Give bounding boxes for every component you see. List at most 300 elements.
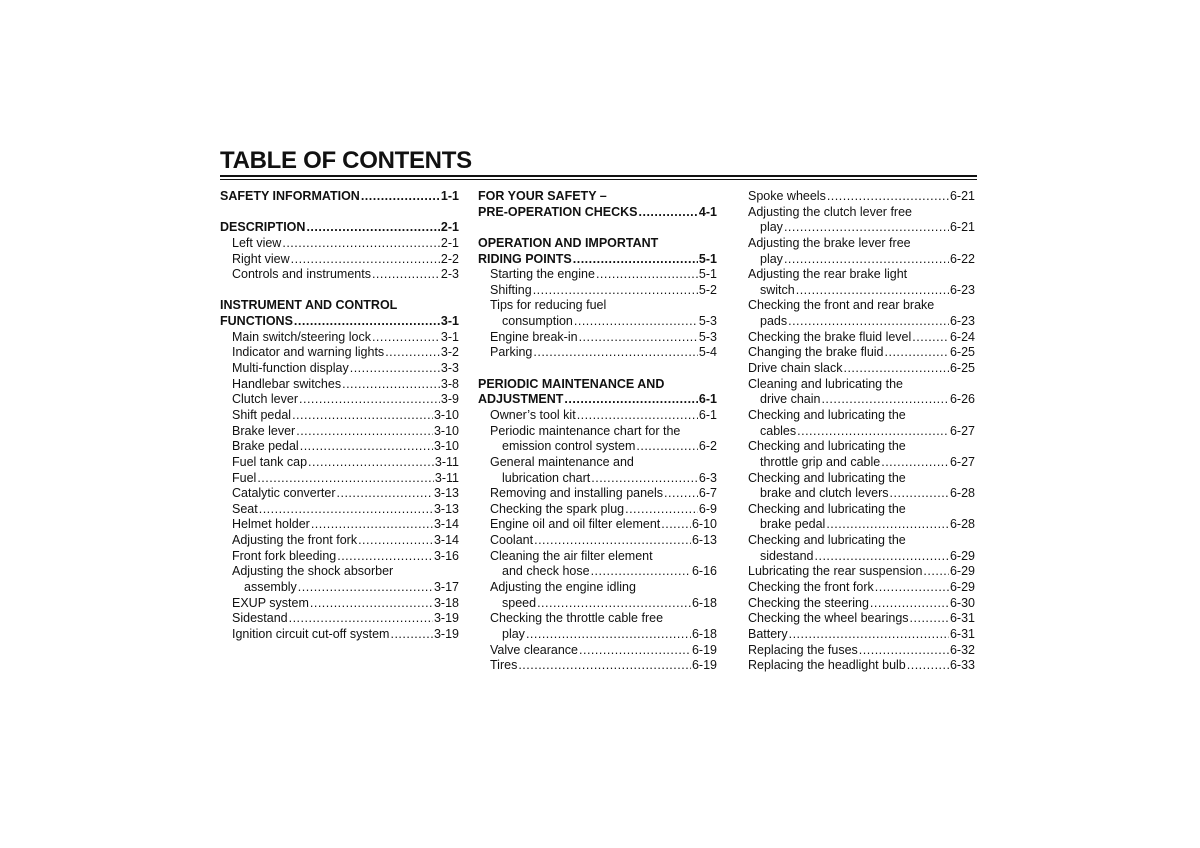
- toc-entry-label: Changing the brake fluid: [748, 345, 884, 360]
- toc-entry[interactable]: [220, 455, 459, 471]
- toc-entry[interactable]: [478, 408, 717, 424]
- toc-column-2: [478, 189, 717, 674]
- dot-leader: [534, 533, 691, 549]
- dot-leader: [350, 361, 440, 377]
- toc-page-number: 6-1: [698, 407, 717, 422]
- toc-entry-label: Battery: [748, 626, 788, 641]
- toc-entry[interactable]: [478, 596, 717, 612]
- toc-entry-label: play: [502, 626, 525, 641]
- toc-entry-label: Adjusting the rear brake light: [748, 267, 908, 282]
- dot-leader: [923, 564, 949, 580]
- dot-leader: [298, 580, 433, 596]
- toc-entry: [748, 502, 975, 518]
- dot-leader: [518, 658, 691, 674]
- toc-section-heading: [478, 189, 717, 205]
- toc-page-number: 3-10: [433, 407, 459, 422]
- toc-page-number: 5-2: [698, 282, 717, 297]
- toc-entry[interactable]: [748, 455, 975, 471]
- toc-page-number: 6-10: [691, 517, 717, 532]
- toc-entry-label: Adjusting the front fork: [232, 533, 358, 548]
- toc-entry-label: SAFETY INFORMATION: [220, 189, 360, 203]
- dot-leader: [664, 486, 698, 502]
- toc-entry[interactable]: [220, 471, 459, 487]
- toc-entry[interactable]: [748, 658, 975, 674]
- toc-entry[interactable]: [478, 564, 717, 580]
- toc-entry: [478, 580, 717, 596]
- dot-leader: [282, 236, 440, 252]
- toc-entry[interactable]: [220, 392, 459, 408]
- toc-page-number: 6-24: [949, 329, 975, 344]
- toc-entry-label: Checking and lubricating the: [748, 439, 906, 454]
- dot-leader: [910, 611, 949, 627]
- toc-entry: [478, 424, 717, 440]
- dot-leader: [577, 408, 698, 424]
- dot-leader: [574, 314, 698, 330]
- toc-entry-label: Replacing the fuses: [748, 642, 858, 657]
- dot-leader: [870, 596, 949, 612]
- toc-page-number: 6-30: [949, 595, 975, 610]
- toc-entry[interactable]: [478, 439, 717, 455]
- toc-entry[interactable]: [748, 580, 975, 596]
- toc-entry-label: Checking and lubricating the: [748, 407, 906, 422]
- toc-entry-label: Cleaning and lubricating the: [748, 376, 903, 391]
- section-spacer: [478, 220, 717, 236]
- toc-entry[interactable]: [220, 580, 459, 596]
- toc-page-number: 6-13: [691, 533, 717, 548]
- toc-page-number: 2-1: [440, 235, 459, 250]
- toc-entry-label: INSTRUMENT AND CONTROL: [220, 298, 398, 313]
- toc-page-number: 3-13: [433, 486, 459, 501]
- toc-page-number: 3-11: [434, 470, 459, 485]
- toc-entry-label: Spoke wheels: [748, 189, 826, 203]
- dot-leader: [796, 283, 949, 299]
- toc-entry-label: Valve clearance: [490, 642, 579, 657]
- toc-entry[interactable]: [748, 549, 975, 565]
- dot-leader: [526, 627, 691, 643]
- toc-entry-label: Checking the front fork: [748, 580, 874, 595]
- toc-page-number: 6-28: [949, 486, 975, 501]
- toc-entry-label: Adjusting the clutch lever free: [748, 204, 912, 219]
- toc-page-number: 3-8: [440, 376, 459, 391]
- toc-entry-label: Tips for reducing fuel: [490, 298, 607, 313]
- dot-leader: [579, 330, 698, 346]
- dot-leader: [784, 220, 949, 236]
- toc-page-number: 3-10: [433, 439, 459, 454]
- toc-entry[interactable]: [748, 392, 975, 408]
- toc-section-heading[interactable]: [220, 220, 459, 236]
- toc-entry[interactable]: [478, 627, 717, 643]
- toc-entry[interactable]: [748, 220, 975, 236]
- toc-entry-label: Front fork bleeding: [232, 548, 337, 563]
- dot-leader: [797, 424, 949, 440]
- toc-entry[interactable]: [748, 189, 975, 205]
- toc-entry[interactable]: [478, 643, 717, 659]
- toc-entry-label: play: [760, 251, 783, 266]
- toc-entry-label: emission control system: [502, 439, 636, 454]
- toc-page-number: 6-2: [698, 439, 717, 454]
- toc-entry-label: FUNCTIONS: [220, 314, 293, 329]
- toc-entry[interactable]: [748, 361, 975, 377]
- toc-entry-label: Fuel: [232, 470, 257, 485]
- toc-section-heading[interactable]: [478, 205, 717, 221]
- toc-entry-label: play: [760, 220, 783, 235]
- toc-entry-label: Checking and lubricating the: [748, 501, 906, 516]
- toc-entry: [748, 408, 975, 424]
- toc-entry-label: Seat: [232, 501, 258, 516]
- toc-entry: [478, 611, 717, 627]
- toc-entry: [478, 549, 717, 565]
- toc-page-number: 3-1: [440, 329, 459, 344]
- toc-entry-label: Checking the throttle cable free: [490, 611, 664, 626]
- dot-leader: [361, 189, 440, 205]
- dot-leader: [358, 533, 433, 549]
- toc-entry-label: Coolant: [490, 533, 534, 548]
- toc-page-number: 5-3: [698, 329, 717, 344]
- toc-page-number: 6-18: [691, 626, 717, 641]
- toc-page-number: 6-28: [949, 517, 975, 532]
- toc-entry[interactable]: [748, 486, 975, 502]
- toc-section-heading: [220, 298, 459, 314]
- toc-entry: [748, 471, 975, 487]
- toc-entry-label: RIDING POINTS: [478, 251, 572, 266]
- toc-entry[interactable]: [220, 439, 459, 455]
- toc-entry: [748, 236, 975, 252]
- toc-entry[interactable]: [748, 611, 975, 627]
- toc-entry-label: PERIODIC MAINTENANCE AND: [478, 376, 665, 391]
- toc-entry[interactable]: [220, 549, 459, 565]
- toc-page-number: 6-31: [949, 611, 975, 626]
- toc-page-number: 6-29: [949, 564, 975, 579]
- toc-entry-label: Shifting: [490, 282, 532, 297]
- dot-leader: [821, 392, 949, 408]
- dot-leader: [385, 345, 440, 361]
- toc-page-number: 4-1: [698, 204, 717, 219]
- dot-leader: [292, 408, 433, 424]
- dot-leader: [291, 252, 440, 268]
- dot-leader: [843, 361, 948, 377]
- dot-leader: [907, 658, 949, 674]
- dot-leader: [881, 455, 949, 471]
- toc-entry: [748, 267, 975, 283]
- toc-entry-label: speed: [502, 595, 537, 610]
- toc-entry-label: General maintenance and: [490, 454, 634, 469]
- toc-page-number: 3-19: [433, 611, 459, 626]
- dot-leader: [299, 392, 440, 408]
- toc-entry[interactable]: [748, 564, 975, 580]
- toc-page-number: 6-23: [949, 282, 975, 297]
- toc-entry-label: brake and clutch levers: [760, 486, 889, 501]
- toc-section-heading[interactable]: [220, 314, 459, 330]
- toc-entry[interactable]: [478, 330, 717, 346]
- toc-entry-label: Engine break-in: [490, 329, 578, 344]
- toc-entry-label: Cleaning the air filter element: [490, 548, 653, 563]
- toc-entry[interactable]: [748, 424, 975, 440]
- dot-leader: [859, 643, 949, 659]
- toc-entry[interactable]: [748, 643, 975, 659]
- toc-entry[interactable]: [220, 486, 459, 502]
- dot-leader: [591, 471, 698, 487]
- toc-entry[interactable]: [220, 517, 459, 533]
- dot-leader: [890, 486, 949, 502]
- dot-leader: [257, 471, 434, 487]
- toc-entry[interactable]: [748, 517, 975, 533]
- dot-leader: [912, 330, 949, 346]
- toc-page-number: 6-25: [949, 361, 975, 376]
- toc-page-number: 3-14: [433, 517, 459, 532]
- toc-entry-label: DESCRIPTION: [220, 220, 306, 235]
- toc-entry-label: Handlebar switches: [232, 376, 342, 391]
- toc-entry[interactable]: [220, 377, 459, 393]
- toc-entry-label: assembly: [244, 580, 297, 595]
- dot-leader: [294, 314, 440, 330]
- toc-page-number: 6-1: [698, 392, 717, 407]
- toc-page-number: 3-14: [433, 533, 459, 548]
- toc-entry[interactable]: [478, 658, 717, 674]
- toc-entry: [748, 439, 975, 455]
- toc-page-number: 3-19: [433, 626, 459, 641]
- title-rule: [220, 175, 977, 177]
- toc-entry: [478, 455, 717, 471]
- toc-entry[interactable]: [220, 502, 459, 518]
- dot-leader: [337, 549, 433, 565]
- toc-page-number: 6-33: [949, 658, 975, 673]
- dot-leader: [625, 502, 698, 518]
- toc-page-number: 6-29: [949, 548, 975, 563]
- toc-page-number: 2-2: [440, 251, 459, 266]
- toc-entry-label: OPERATION AND IMPORTANT: [478, 235, 659, 250]
- toc-page-number: 6-31: [949, 626, 975, 641]
- toc-entry-label: Adjusting the brake lever free: [748, 235, 911, 250]
- toc-entry-label: Adjusting the shock absorber: [232, 564, 394, 579]
- toc-entry[interactable]: [220, 627, 459, 643]
- toc-entry-label: consumption: [502, 314, 573, 329]
- toc-page-number: 3-9: [440, 392, 459, 407]
- dot-leader: [310, 596, 433, 612]
- toc-entry[interactable]: [748, 314, 975, 330]
- toc-page-number: 3-13: [433, 501, 459, 516]
- toc-page-number: 3-2: [440, 345, 459, 360]
- toc-page-number: 6-3: [698, 470, 717, 485]
- toc-entry-label: FOR YOUR SAFETY –: [478, 189, 607, 203]
- toc-entry[interactable]: [478, 471, 717, 487]
- dot-leader: [306, 220, 439, 236]
- dot-leader: [636, 439, 698, 455]
- toc-page-number: 6-23: [949, 314, 975, 329]
- toc-page-number: 6-21: [949, 189, 975, 203]
- toc-page-number: 6-22: [949, 251, 975, 266]
- toc-entry[interactable]: [220, 252, 459, 268]
- toc-entry-label: Lubricating the rear suspension: [748, 564, 923, 579]
- dot-leader: [337, 486, 433, 502]
- dot-leader: [661, 517, 691, 533]
- page-title: TABLE OF CONTENTS: [220, 147, 472, 174]
- toc-entry[interactable]: [748, 596, 975, 612]
- toc-entry-label: Removing and installing panels: [490, 486, 664, 501]
- dot-leader: [827, 189, 949, 205]
- toc-entry[interactable]: [478, 314, 717, 330]
- toc-entry-label: Checking and lubricating the: [748, 470, 906, 485]
- toc-entry-label: Checking the wheel bearings: [748, 611, 909, 626]
- section-spacer: [220, 205, 459, 221]
- toc-column-1: [220, 189, 459, 643]
- toc-entry-label: Left view: [232, 235, 282, 250]
- toc-page-number: 6-27: [949, 423, 975, 438]
- toc-entry-label: EXUP system: [232, 595, 309, 610]
- toc-page-number: 6-16: [691, 564, 717, 579]
- toc-entry-label: Main switch/steering lock: [232, 329, 371, 344]
- dot-leader: [788, 314, 949, 330]
- toc-page-number: 3-10: [433, 423, 459, 438]
- dot-leader: [596, 267, 698, 283]
- toc-entry[interactable]: [748, 252, 975, 268]
- toc-page-number: 3-18: [433, 595, 459, 610]
- toc-entry-label: Brake lever: [232, 423, 296, 438]
- toc-section-heading: [478, 236, 717, 252]
- toc-entry[interactable]: [748, 627, 975, 643]
- dot-leader: [342, 377, 440, 393]
- toc-page-number: 6-9: [698, 501, 717, 516]
- toc-entry-label: ADJUSTMENT: [478, 392, 564, 407]
- toc-entry: [748, 298, 975, 314]
- toc-entry-label: Checking the steering: [748, 595, 869, 610]
- toc-entry-label: brake pedal: [760, 517, 826, 532]
- dot-leader: [390, 627, 433, 643]
- toc-entry[interactable]: [478, 283, 717, 299]
- toc-page-number: 6-29: [949, 580, 975, 595]
- toc-entry-label: Clutch lever: [232, 392, 298, 407]
- toc-entry[interactable]: [748, 330, 975, 346]
- toc-page-number: 6-18: [691, 595, 717, 610]
- dot-leader: [875, 580, 949, 596]
- toc-entry[interactable]: [220, 345, 459, 361]
- dot-leader: [579, 643, 691, 659]
- toc-entry: [748, 377, 975, 393]
- toc-entry[interactable]: [478, 486, 717, 502]
- dot-leader: [372, 267, 440, 283]
- toc-page-number: 5-1: [698, 251, 717, 266]
- toc-entry-label: Multi-function display: [232, 361, 349, 376]
- toc-entry-label: Periodic maintenance chart for the: [490, 423, 681, 438]
- toc-section-heading[interactable]: [478, 252, 717, 268]
- toc-entry: [748, 533, 975, 549]
- toc-entry[interactable]: [220, 424, 459, 440]
- toc-section-heading[interactable]: [478, 392, 717, 408]
- toc-entry: [478, 298, 717, 314]
- toc-entry-label: Checking the brake fluid level: [748, 329, 912, 344]
- dot-leader: [259, 502, 433, 518]
- section-spacer: [478, 361, 717, 377]
- dot-leader: [537, 596, 691, 612]
- toc-page-number: 6-19: [691, 658, 717, 673]
- toc-entry-label: Replacing the headlight bulb: [748, 658, 906, 673]
- dot-leader: [308, 455, 434, 471]
- toc-entry-label: Catalytic converter: [232, 486, 336, 501]
- toc-page-number: 6-21: [949, 220, 975, 235]
- toc-entry-label: Sidestand: [232, 611, 288, 626]
- toc-column-3: [748, 189, 975, 674]
- toc-page-number: 6-27: [949, 454, 975, 469]
- toc-entry[interactable]: [220, 361, 459, 377]
- toc-entry[interactable]: [478, 345, 717, 361]
- toc-page-number: 5-3: [698, 314, 717, 329]
- toc-entry-label: Engine oil and oil filter element: [490, 517, 661, 532]
- toc-entry[interactable]: [220, 611, 459, 627]
- toc-entry-label: Right view: [232, 251, 290, 266]
- dot-leader: [533, 283, 698, 299]
- toc-entry[interactable]: [220, 596, 459, 612]
- dot-leader: [533, 345, 698, 361]
- toc-entry[interactable]: [748, 283, 975, 299]
- toc-entry-label: Checking the front and rear brake: [748, 298, 935, 313]
- dot-leader: [591, 564, 691, 580]
- toc-page-number: 2-3: [440, 267, 459, 282]
- toc-page-number: 6-25: [949, 345, 975, 360]
- toc-entry[interactable]: [220, 408, 459, 424]
- toc-entry-label: Fuel tank cap: [232, 454, 308, 469]
- toc-entry[interactable]: [220, 533, 459, 549]
- toc-section-heading[interactable]: [220, 189, 459, 205]
- toc-entry-label: Ignition circuit cut-off system: [232, 626, 390, 641]
- toc-entry-label: lubrication chart: [502, 470, 591, 485]
- toc-entry[interactable]: [220, 330, 459, 346]
- toc-entry-label: Indicator and warning lights: [232, 345, 385, 360]
- toc-entry-label: Drive chain slack: [748, 361, 843, 376]
- dot-leader: [573, 252, 698, 268]
- toc-page-number: 3-16: [433, 548, 459, 563]
- toc-page-number: 3-3: [440, 361, 459, 376]
- toc-entry[interactable]: [478, 267, 717, 283]
- toc-entry: [220, 564, 459, 580]
- toc-entry: [748, 205, 975, 221]
- dot-leader: [300, 439, 433, 455]
- toc-entry-label: Shift pedal: [232, 407, 292, 422]
- dot-leader: [296, 424, 433, 440]
- toc-page-number: 3-17: [433, 580, 459, 595]
- toc-entry[interactable]: [478, 533, 717, 549]
- toc-entry-label: Starting the engine: [490, 267, 595, 282]
- toc-entry-label: Parking: [490, 345, 533, 360]
- toc-entry-label: pads: [760, 314, 788, 329]
- toc-page-number: 6-26: [949, 392, 975, 407]
- toc-entry[interactable]: [220, 236, 459, 252]
- dot-leader: [826, 517, 949, 533]
- toc-entry-label: Controls and instruments: [232, 267, 371, 282]
- toc-entry[interactable]: [478, 502, 717, 518]
- toc-entry[interactable]: [748, 345, 975, 361]
- dot-leader: [372, 330, 440, 346]
- dot-leader: [564, 392, 698, 408]
- toc-entry-label: cables: [760, 423, 797, 438]
- toc-entry-label: Checking the spark plug: [490, 501, 625, 516]
- title-rule-thin: [220, 179, 977, 180]
- dot-leader: [885, 345, 949, 361]
- toc-page-number: 3-11: [434, 454, 459, 469]
- toc-page-number: 6-19: [691, 642, 717, 657]
- toc-entry[interactable]: [478, 517, 717, 533]
- toc-entry-label: throttle grip and cable: [760, 454, 881, 469]
- toc-entry[interactable]: [220, 267, 459, 283]
- toc-entry-label: sidestand: [760, 548, 814, 563]
- toc-entry-label: PRE-OPERATION CHECKS: [478, 204, 638, 219]
- section-spacer: [220, 283, 459, 299]
- dot-leader: [289, 611, 433, 627]
- toc-entry-label: Owner’s tool kit: [490, 407, 576, 422]
- toc-entry-label: Checking and lubricating the: [748, 533, 906, 548]
- dot-leader: [311, 517, 433, 533]
- toc-entry-label: drive chain: [760, 392, 821, 407]
- toc-entry-label: and check hose: [502, 564, 590, 579]
- toc-page-number: 3-1: [440, 314, 459, 329]
